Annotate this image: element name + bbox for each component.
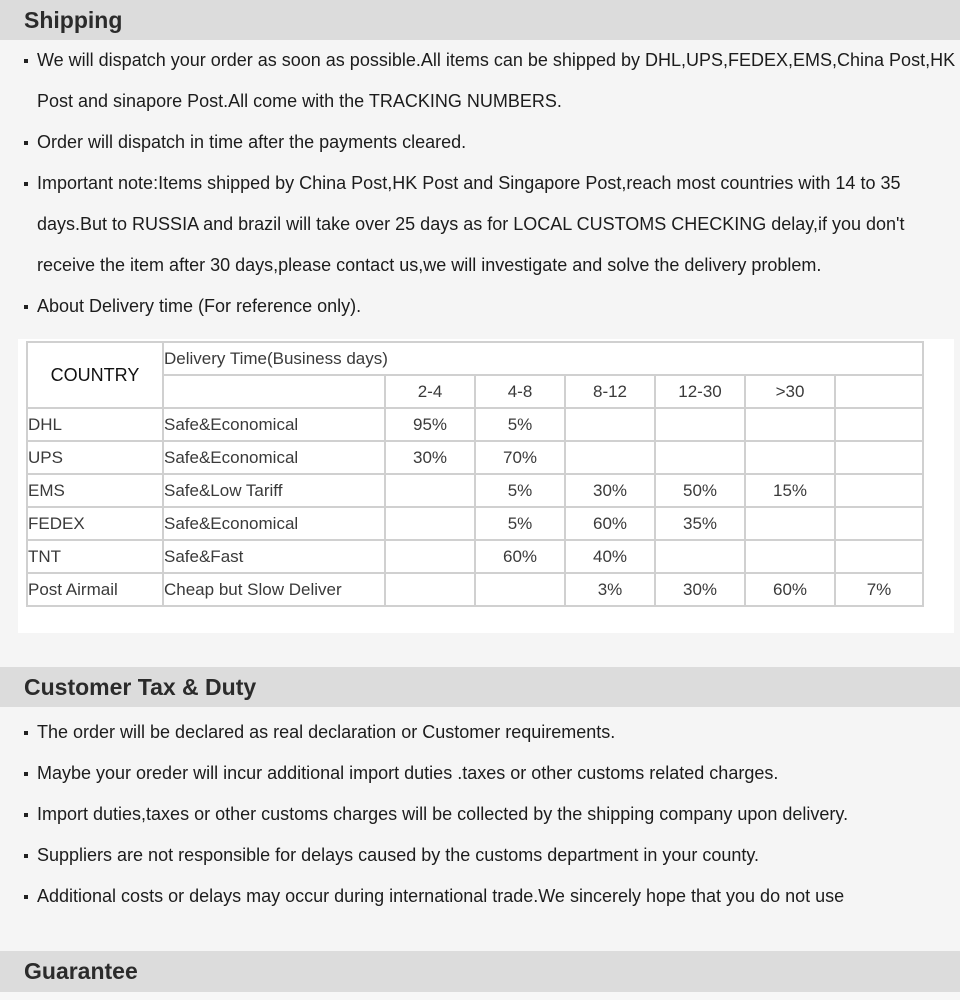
table-row: [27, 474, 923, 507]
range-header: 4-8: [475, 375, 565, 408]
bullet-icon: [24, 141, 28, 145]
range-header: >30: [745, 375, 835, 408]
percent-cell: [655, 441, 745, 474]
percent-cell: [655, 408, 745, 441]
service-type: Cheap but Slow Deliver: [163, 573, 385, 606]
percent-cell: [655, 540, 745, 573]
tax-bullet: Suppliers are not responsible for delays caused by the customs department in your county.: [24, 835, 960, 876]
percent-cell: 30%: [565, 474, 655, 507]
percent-cell: 7%: [835, 573, 923, 606]
percent-cell: 50%: [655, 474, 745, 507]
bullet-icon: [24, 895, 28, 899]
tax-bullet: Additional costs or delays may occur during international trade.We sincerely hope that you do not use: [24, 876, 960, 917]
delivery-time-group-header: Delivery Time(Business days): [163, 342, 923, 375]
bullet-icon: [24, 813, 28, 817]
bullet-icon: [24, 854, 28, 858]
percent-cell: [385, 507, 475, 540]
carrier-name: UPS: [27, 441, 163, 474]
tax-bullet-list: [0, 712, 960, 917]
guarantee-section-header: [0, 951, 960, 992]
percent-cell: 60%: [745, 573, 835, 606]
range-header: [835, 375, 923, 408]
percent-cell: [835, 474, 923, 507]
shipping-bullet: We will dispatch your order as soon as possible.All items can be shipped by DHL,UPS,FEDEX,EMS,China Post,HK Post and sinapore Post.All come with the TRACKING NUMBERS.: [24, 40, 960, 122]
percent-cell: [835, 507, 923, 540]
percent-cell: [745, 540, 835, 573]
percent-cell: 30%: [655, 573, 745, 606]
percent-cell: 30%: [385, 441, 475, 474]
percent-cell: [835, 408, 923, 441]
table-header-row: [27, 342, 923, 375]
tax-title: Customer Tax & Duty: [24, 673, 257, 700]
shipping-title: Shipping: [24, 6, 123, 33]
range-header: 2-4: [385, 375, 475, 408]
table-row: [27, 408, 923, 441]
shipping-bullet-list: [0, 40, 960, 327]
range-header: 12-30: [655, 375, 745, 408]
carrier-name: TNT: [27, 540, 163, 573]
percent-cell: 35%: [655, 507, 745, 540]
table-row: [27, 441, 923, 474]
carrier-name: DHL: [27, 408, 163, 441]
percent-cell: 5%: [475, 408, 565, 441]
percent-cell: 3%: [565, 573, 655, 606]
percent-cell: [835, 441, 923, 474]
percent-cell: 15%: [745, 474, 835, 507]
shipping-bullet: Order will dispatch in time after the payments cleared.: [24, 122, 960, 163]
percent-cell: [745, 507, 835, 540]
service-type: Safe&Economical: [163, 441, 385, 474]
delivery-time-table: [26, 341, 924, 607]
tax-section-header: [0, 667, 960, 707]
guarantee-title: Guarantee: [24, 958, 138, 984]
country-column-header: COUNTRY: [27, 342, 163, 408]
percent-cell: [835, 540, 923, 573]
table-row: [27, 573, 923, 606]
tax-bullet: Maybe your oreder will incur additional import duties .taxes or other customs related charges.: [24, 753, 960, 794]
bullet-icon: [24, 731, 28, 735]
bullet-icon: [24, 182, 28, 186]
percent-cell: 5%: [475, 507, 565, 540]
percent-cell: 5%: [475, 474, 565, 507]
service-type: Safe&Economical: [163, 507, 385, 540]
percent-cell: [745, 441, 835, 474]
bullet-icon: [24, 772, 28, 776]
carrier-name: Post Airmail: [27, 573, 163, 606]
percent-cell: 60%: [475, 540, 565, 573]
tax-bullet: Import duties,taxes or other customs charges will be collected by the shipping company upon delivery.: [24, 794, 960, 835]
table-row: [27, 507, 923, 540]
service-type: Safe&Low Tariff: [163, 474, 385, 507]
percent-cell: 95%: [385, 408, 475, 441]
service-type: Safe&Fast: [163, 540, 385, 573]
table-row: [27, 540, 923, 573]
percent-cell: [475, 573, 565, 606]
percent-cell: [385, 573, 475, 606]
percent-cell: [565, 408, 655, 441]
percent-cell: 40%: [565, 540, 655, 573]
delivery-table-container: [18, 339, 954, 633]
guarantee-content-area: [0, 992, 960, 1000]
percent-cell: 70%: [475, 441, 565, 474]
service-type: Safe&Economical: [163, 408, 385, 441]
range-header: 8-12: [565, 375, 655, 408]
percent-cell: 60%: [565, 507, 655, 540]
tax-bullet: The order will be declared as real declaration or Customer requirements.: [24, 712, 960, 753]
carrier-name: EMS: [27, 474, 163, 507]
carrier-name: FEDEX: [27, 507, 163, 540]
shipping-bullet: Important note:Items shipped by China Post,HK Post and Singapore Post,reach most countries with 14 to 35 days.But to RUSSIA and brazil will take over 25 days as for LOCAL CUSTOMS CHECKING delay,if you don't receive the item after 30 days,please contact us,we will investigate and solve the delivery problem.: [24, 163, 960, 286]
shipping-section-header: [0, 0, 960, 40]
percent-cell: [565, 441, 655, 474]
percent-cell: [385, 474, 475, 507]
service-column-header: [163, 375, 385, 408]
percent-cell: [745, 408, 835, 441]
bullet-icon: [24, 305, 28, 309]
percent-cell: [385, 540, 475, 573]
shipping-bullet: About Delivery time (For reference only).: [24, 286, 960, 327]
bullet-icon: [24, 59, 28, 63]
